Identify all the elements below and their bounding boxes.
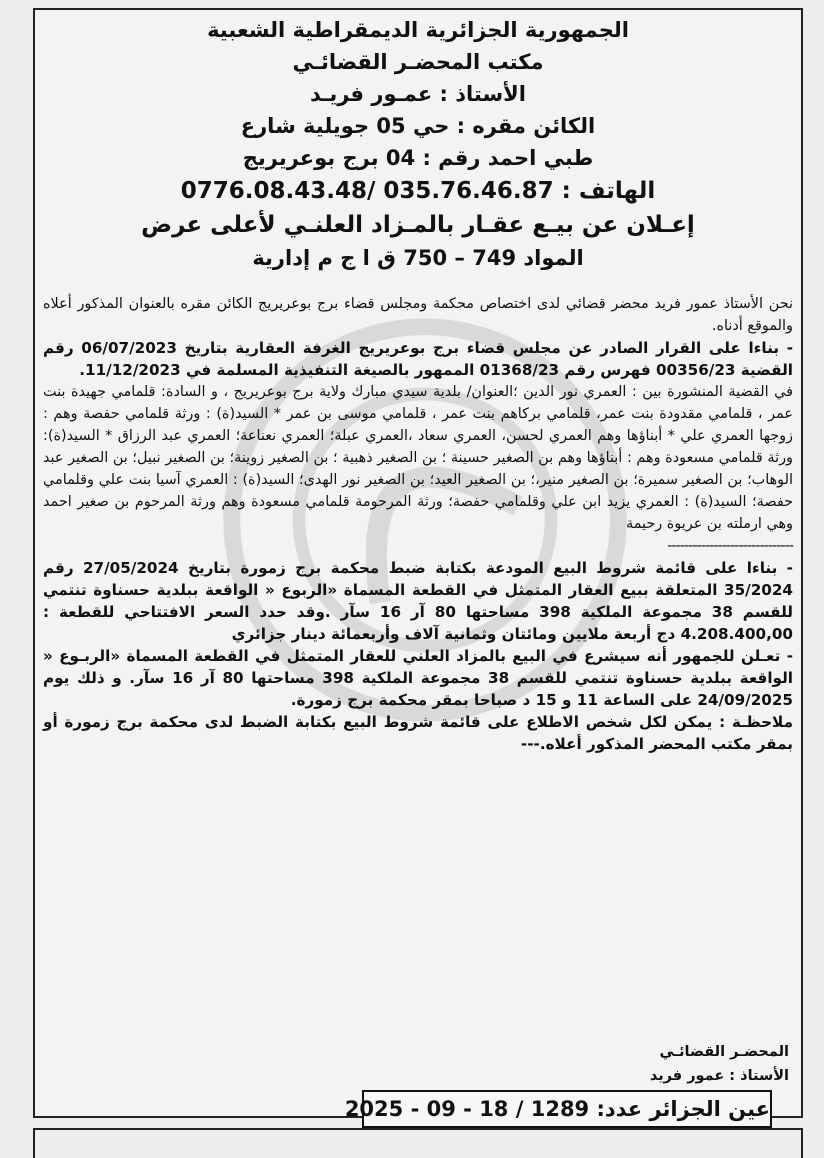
signature-name: الأستاذ : عمور فريد <box>649 1068 789 1084</box>
header-address-2: طبي احمد رقم : 04 برج بوعريريج <box>242 146 594 170</box>
separator: ------------------------------ <box>667 538 793 554</box>
header-country: الجمهورية الجزائرية الديمقراطية الشعبية <box>207 18 629 42</box>
signature-title: المحضـر القضائـي <box>659 1044 789 1060</box>
next-notice-frame <box>33 1128 803 1158</box>
paragraph-intro: نحن الأستاذ عمور فريد محضر قضائي لدى اختصاص محكمة ومجلس قضاء برج بوعريريج الكائن مقره بالعنوان المذكور أعلاه والموقع أدناه. <box>43 296 793 334</box>
announcement-page <box>33 8 803 1118</box>
paragraph-conditions: - بناءا على قائمة شروط البيع المودعة بكتابة ضبط محكمة برج زمورة بتاريخ 27/05/2024 رقم 35/2024 المتعلقة ببيع العقار المتمثل في القطعة المسماة «الربوع « الواقعة ببلدية حسناوة تنتمي للقسم 38 مجموعة الملكية 398 مساحتها 80 آر 16 سآر .وقد حدد السعر الافتتاحي للقطعة : 4.208.400,00 دج أربعة ملايين ومائتان وثمانية آلاف وأربعمائة دينار جزائري <box>43 559 793 643</box>
paragraph-decision: - بناءا على القرار الصادر عن مجلس قضاء برج بوعريريج الغرفة العقارية بتاريخ 06/07/2023 رقم القضية 00356/23 فهرس رقم 01368/23 الممهور بالصيغة التنفيذية المسلمة في 11/12/2023. <box>43 339 794 379</box>
paragraph-note: ملاحظـة : يمكن لكل شخص الاطلاع على قائمة شروط البيع بكتابة الضبط لدى محكمة برج زمورة أو بمقر مكتب المحضر المذكور أعلاه.--- <box>43 713 793 753</box>
header-articles: المواد 749 – 750 ق ا ج م إدارية <box>252 246 584 270</box>
header-bailiff: الأستاذ : عمـور فريـد <box>310 82 526 106</box>
header <box>35 10 801 269</box>
header-notice-title: إعـلان عن بيـع عقـار بالمـزاد العلنـي لأعلى عرض <box>141 212 695 238</box>
header-office: مكتب المحضـر القضائـي <box>292 50 544 74</box>
header-phone: الهاتف : 035.76.46.87 /0776.08.43.48 <box>180 178 656 204</box>
paragraph-parties: في القضية المنشورة بين : العمري نور الدين ؛العنوان/ بلدية سيدي مبارك ولاية برج بوعريريج ، و السادة: قلمامي جهيدة بنت عمر ، قلمامي مقدودة بنت عمر، قلمامي بركاهم بنت عمر ، قلمامي موسى بن عمر * السيد(ة) : ورثة قلمامي حفصة وهم : زوجها العمري علي * أبناؤها وهم العمري لحسن، العمري سعاد ،العمري عبلة؛ العمري نعناعة؛ العمري عبد الرزاق * السيد(ة): ورثة قلمامي مسعودة وهم : أبناؤها وهم بن الصغير حسينة ؛ بن الصغير ذهبية ؛ بن الصغير زوينة؛ بن الصغير نبيل؛ بن الصغير عبد الوهاب؛ بن الصغير سميرة؛ بن الصغير منير،؛ بن الصغير العيد؛ بن الصغير نور الهدى؛ السيد(ة) : العمري آسيا بنت علي وقلمامي حفصة؛ السيد(ة) : العمري يزيد ابن علي وقلمامي حفصة؛ ورثة المرحومة قلمامي مسعودة وهم ورثة المرحوم بن صغير احمد وهي ارملته بن عريوة رحيمة <box>43 384 793 532</box>
header-address-1: الكائن مقره : حي 05 جويلية شارع <box>240 114 596 138</box>
paragraph-auction: - تعـلن للجمهور أنه سيشرع في البيع بالمزاد العلني للعقار المتمثل في القطعة المسماة «الربـوع « الواقعة ببلدية حسناوة تنتمي للقسم 38 مجموعة الملكية 398 مساحتها 80 آر 16 سآر. و ذلك يوم 24/09/2025 على الساعة 11 و 15 د صباحا بمقر محكمة برج زمورة. <box>43 647 793 709</box>
signature-block <box>650 1040 789 1088</box>
publication-stamp: عين الجزائر عدد: 1289 / 18 - 09 - 2025 <box>362 1090 772 1128</box>
